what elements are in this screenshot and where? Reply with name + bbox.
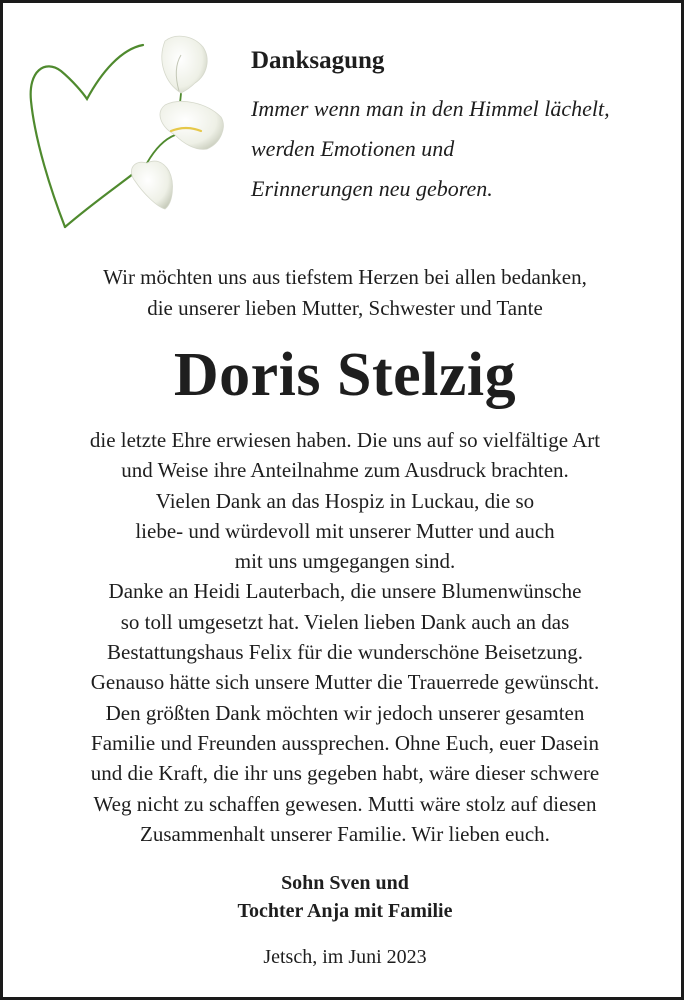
motto-line: Erinnerungen neu geboren.: [251, 176, 493, 201]
body-line: Familie und Freunden aussprechen. Ohne Euch, euer Dasein: [91, 730, 599, 755]
body-line: mit uns umgegangen sind.: [234, 549, 456, 574]
heading-danksagung: Danksagung: [251, 47, 385, 74]
signature-line: Sohn Sven und: [281, 872, 409, 894]
body-line: liebe- und würdevoll mit unserer Mutter und auch: [135, 518, 555, 543]
body-line: Danke an Heidi Lauterbach, die unsere Blumenwünsche: [108, 579, 582, 604]
body-line: Genauso hätte sich unsere Mutter die Trauerrede gewünscht.: [90, 670, 600, 695]
body-line: und Weise ihre Anteilnahme zum Ausdruck brachten.: [121, 458, 569, 483]
body-line: Vielen Dank an das Hospiz in Luckau, die so: [155, 488, 535, 513]
body-line: und die Kraft, die ihr uns gegeben habt, wäre dieser schwere: [90, 761, 600, 786]
intro-line: die unserer lieben Mutter, Schwester und Tante: [147, 296, 543, 320]
intro-text: [3, 262, 684, 324]
deceased-name: Doris Stelzig: [173, 341, 517, 409]
body-line: die letzte Ehre erwiesen haben. Die uns auf so vielfältige Art: [89, 428, 601, 452]
body-line: Den größten Dank möchten wir jedoch unserer gesamten: [105, 700, 585, 725]
body-line: Bestattungshaus Felix für die wunderschöne Beisetzung.: [107, 640, 583, 665]
place-date: Jetsch, im Juni 2023: [263, 946, 427, 968]
body-text: [3, 425, 684, 849]
intro-line: Wir möchten uns aus tiefstem Herzen bei allen bedanken,: [103, 265, 587, 289]
signature-line: Tochter Anja mit Familie: [237, 900, 453, 922]
motto-line: werden Emotionen und: [251, 136, 455, 161]
body-line: Weg nicht zu schaffen gewesen. Mutti wäre stolz auf diesen: [93, 791, 597, 816]
heart-calla-lily-icon: [25, 31, 235, 231]
body-line: Zusammenhalt unserer Familie. Wir lieben euch.: [140, 821, 550, 846]
body-line: so toll umgesetzt hat. Vielen lieben Dank auch an das: [120, 609, 570, 634]
motto: [251, 89, 671, 209]
motto-line: Immer wenn man in den Himmel lächelt,: [251, 96, 610, 121]
signature: [3, 869, 684, 925]
